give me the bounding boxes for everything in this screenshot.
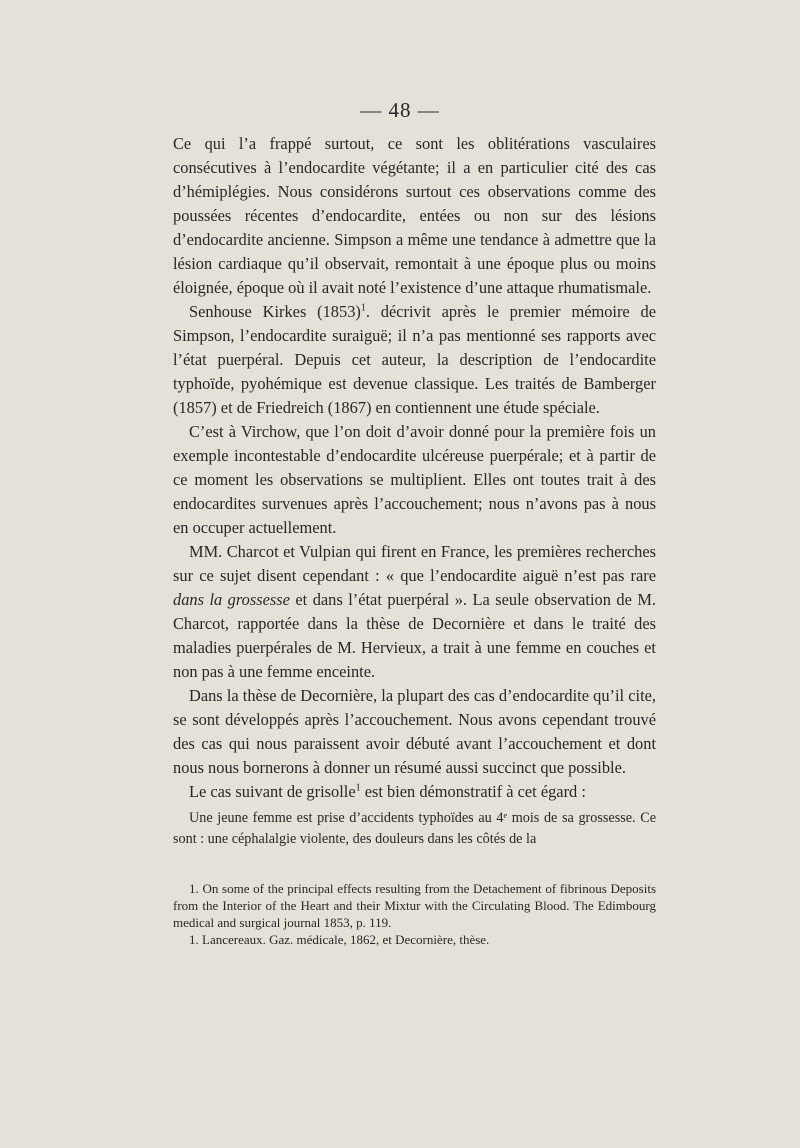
paragraph-2 [173,300,656,420]
footnote-2: 1. Lancereaux. Gaz. médicale, 1862, et Decornière, thèse. [189,932,490,947]
footnote-1: 1. On some of the principal effects resulting from the Detachement of fibrinous Deposits from the Interior of the Heart and their Mixtur with the Circulating Blood. The Edimbourg medical and surgical journal 1853, p. 119. [173,881,656,930]
footnote-ref-2: 1 [355,782,361,794]
paragraph-4 [173,540,656,684]
footnote-ref-1: 1 [360,302,366,314]
paragraph-5: Dans la thèse de Decornière, la plupart des cas d’endocardite qu’il cite, se sont développés après l’accouchement. Nous avons cependant trouvé des cas qui nous paraissent avoir débuté avant l’accouchement et dont nous nous bornerons à donner un résumé aussi succinct que possible. [173,686,656,777]
page-number: — 48 — [360,98,440,122]
body-text [173,132,656,850]
paragraph-3: C’est à Virchow, que l’on doit d’avoir donné pour la première fois un exemple incontestable d’endocardite ulcéreuse puerpérale; et à partir de ce moment les observations se multiplient. Elles ont toutes trait à des endocardites survenues après l’accouchement; nous n’avons pas à nous en occuper actuellement. [173,422,656,537]
paragraph-2-text-start: Senhouse Kirkes (1853) [189,302,361,321]
paragraph-6-text-end: est bien démonstratif à cet égard : [360,782,586,801]
paragraph-6-text-start: Le cas suivant de grisolle [189,782,356,801]
footnotes [173,880,656,948]
paragraph-4-italic: dans la grossesse [173,590,290,609]
paragraph-4-text-start: MM. Charcot et Vulpian qui firent en France, les premières recherches sur ce sujet disent cependant : « que l’endocardite aiguë n’est pas rare [173,542,656,585]
paragraph-2-text-end: . décrivit après le premier mémoire de Simpson, l’endocardite suraiguë; il n’a pas mentionné ses rapports avec l’état puerpéral. Depuis cet auteur, la description de l’endocardite typhoïde, pyohémique est devenue classique. Les traités de Bamberger (1857) et de Friedreich (1867) en contiennent une étude spéciale. [173,302,656,417]
paragraph-1: Ce qui l’a frappé surtout, ce sont les oblitérations vasculaires consécutives à l’endocardite végétante; il a en particulier cité des cas d’hémiplégies. Nous considérons surtout ces observations comme des poussées récentes d’endocardite, entées ou non sur des lésions d’endocardite ancienne. Simpson a même une tendance à admettre que la lésion cardiaque qu’il observait, remontait à une époque plus ou moins éloignée, époque où il avait noté l’existence d’une attaque rhumatismale. [173,134,656,297]
case-description: Une jeune femme est prise d’accidents typhoïdes au 4ᵉ mois de sa grossesse. Ce sont : une céphalalgie violente, des douleurs dans les côtés de la [173,810,656,847]
paragraph-4-text-end: et dans l’état puerpéral ». La seule observation de M. Charcot, rapportée dans la thèse de Decornière et dans le traité des maladies puerpérales de M. Hervieux, a trait à une femme en couches et non pas à une femme enceinte. [173,590,656,681]
paragraph-6 [173,780,656,804]
